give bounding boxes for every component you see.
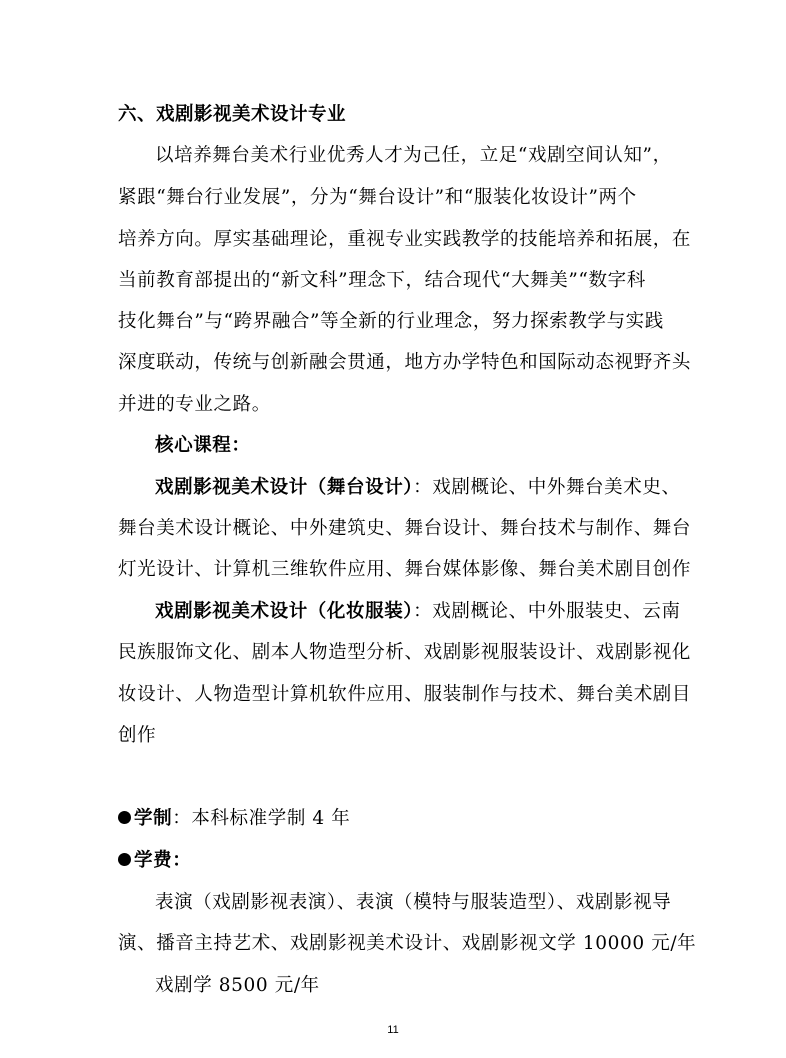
- core-courses-heading: 核心课程：: [155, 435, 251, 456]
- fees-line-1: 表演（戏剧影视表演）、表演（模特与服装造型）、戏剧影视导: [155, 892, 672, 913]
- makeup-courses-rest: ：戏剧概论、中外服装史、云南: [413, 601, 681, 622]
- intro-line-2: 紧跟“舞台行业发展”，分为“舞台设计”和“服装化妆设计”两个: [118, 187, 637, 208]
- intro-line-7: 并进的专业之路。: [118, 394, 271, 415]
- fees-line-3: 戏剧学 8500 元/年: [155, 975, 320, 996]
- makeup-courses-line-3: 妆设计、人物造型计算机软件应用、服装制作与技术、舞台美术剧目: [118, 684, 692, 705]
- fees-line: [118, 848, 678, 874]
- bullet-icon: [118, 811, 131, 824]
- bullet-icon: [118, 853, 131, 866]
- intro-line-1: 以培养舞台美术行业优秀人才为己任，立足“戏剧空间认知”，: [155, 145, 672, 166]
- makeup-courses-line-4: 创作: [118, 725, 157, 746]
- page-number: 11: [387, 1024, 399, 1036]
- section-title: 六、戏剧影视美术设计专业: [118, 104, 347, 125]
- makeup-courses-line-2: 民族服饰文化、剧本人物造型分析、戏剧影视服装设计、戏剧影视化: [118, 642, 692, 663]
- duration-line: [118, 806, 678, 832]
- duration-label: 学制: [134, 808, 173, 829]
- fees-label: 学费：: [134, 850, 192, 871]
- intro-line-3: 培养方向。厚实基础理论，重视专业实践教学的技能培养和拓展，在: [118, 229, 692, 250]
- intro-line-4: 当前教育部提出的“新文科”理念下，结合现代“大舞美”“数字科: [118, 270, 646, 291]
- makeup-courses-line-1: [155, 599, 681, 625]
- fees-line-2: 演、播音主持艺术、戏剧影视美术设计、戏剧影视文学 10000 元/年: [118, 933, 697, 954]
- duration-value: 本科标准学制 4 年: [191, 808, 351, 829]
- makeup-courses-label: 戏剧影视美术设计（化妆服装）: [155, 601, 414, 622]
- stage-courses-line-1: [155, 475, 681, 501]
- duration-colon: ：: [172, 808, 192, 829]
- intro-line-6: 深度联动，传统与创新融会贯通，地方办学特色和国际动态视野齐头: [118, 352, 692, 373]
- intro-line-5: 技化舞台”与“跨界融合”等全新的行业理念，努力探索教学与实践: [118, 311, 664, 332]
- stage-courses-line-3: 灯光设计、计算机三维软件应用、舞台媒体影像、舞台美术剧目创作: [118, 559, 692, 580]
- stage-courses-label: 戏剧影视美术设计（舞台设计）: [155, 477, 414, 498]
- stage-courses-rest: ：戏剧概论、中外舞台美术史、: [413, 477, 681, 498]
- stage-courses-line-2: 舞台美术设计概论、中外建筑史、舞台设计、舞台技术与制作、舞台: [118, 518, 692, 539]
